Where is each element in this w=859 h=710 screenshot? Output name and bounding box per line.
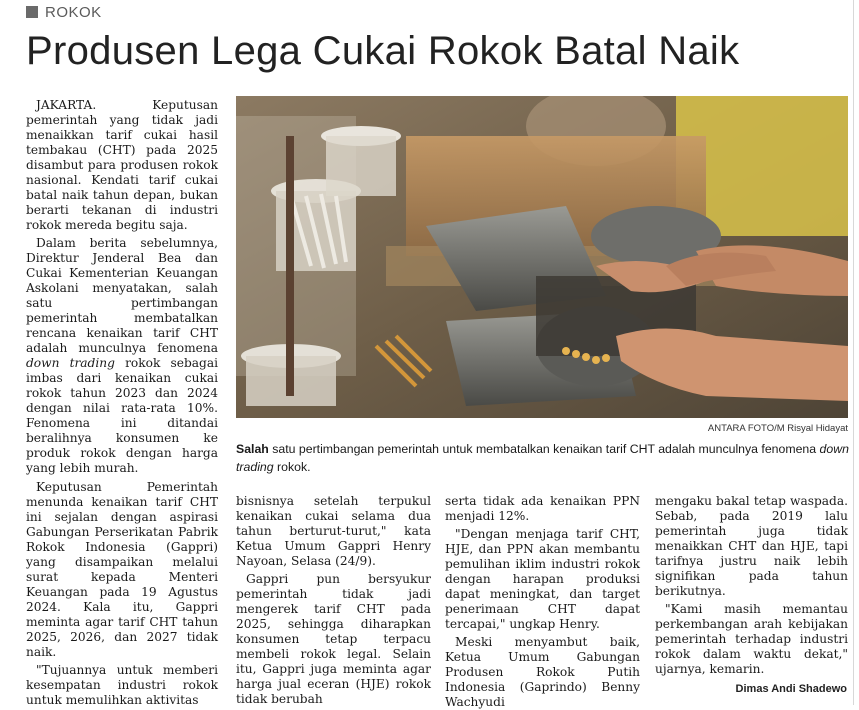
article-headline: Produsen Lega Cukai Rokok Batal Naik <box>26 29 740 73</box>
article-column-1a <box>26 98 218 476</box>
section-rubric <box>26 3 102 21</box>
caption-text: satu pertimbangan pemerintah untuk membatalkan kenaikan tarif CHT adalah munculnya fenomena <box>268 442 820 456</box>
paragraph: bisnisnya setelah terpukul kenaikan cukai selama dua tahun berturut-turut," kata Ketua Umum Gappri Henry Nayoan, Selasa (24/9). <box>236 494 431 568</box>
paragraph: JAKARTA. Keputusan pemerintah yang tidak jadi menaikkan tarif cukai hasil tembakau (CHT) pada 2025 disambut para produsen rokok nasional. Kendati tarif cukai batal naik tahun depan, bukan berarti tekanan di industri rokok mereda begitu saja. <box>26 98 218 232</box>
cigarette-factory-illustration <box>236 96 848 418</box>
caption-text-end: rokok. <box>273 460 311 474</box>
paragraph: Keputusan Pemerintah menunda kenaikan tarif CHT ini sejalan dengan aspirasi Gabungan Perserikatan Pabrik Rokok Indonesia (Gappri) yang disampaikan melalui surat kepada Menteri Keuangan pada 19 Agustus 2024. Kala itu, Gappri meminta agar tarif CHT tahun 2025, 2026, dan 2027 tidak naik. <box>26 480 218 659</box>
page-edge-rule <box>853 0 854 705</box>
paragraph: mengaku bakal tetap waspada. Sebab, pada 2019 lalu pemerintah juga tidak menaikkan CHT dan HJE, tapi tarifnya justru naik lebih signifikan pada tahun berikutnya. <box>655 494 848 598</box>
author-byline: Dimas Andi Shadewo <box>735 683 847 695</box>
article-column-1b <box>26 480 218 708</box>
rubric-square-icon <box>26 6 38 18</box>
article-column-4 <box>655 494 848 677</box>
paragraph: serta tidak ada kenaikan PPN menjadi 12%. <box>445 494 640 523</box>
paragraph: Dalam berita sebelumnya, Direktur Jenderal Bea dan Cukai Kementerian Keuangan Askolani menyatakan, salah satu pertimbangan pemerintah membatalkan rencana kenaikan tarif CHT adalah munculnya fenomena down trading rokok sebagai imbas dari kenaikan cukai rokok tahun 2023 dan 2024 dengan nilai rata-rata 10%. Fenomena ini ditandai beralihnya konsumen ke produk rokok dengan harga yang lebih murah. <box>26 236 218 475</box>
article-column-2 <box>236 494 431 707</box>
paragraph: "Tujuannya untuk memberi kesempatan industri rokok untuk memulihkan aktivitas <box>26 663 218 707</box>
photo-credit: ANTARA FOTO/M Risyal Hidayat <box>707 423 848 434</box>
section-label: ROKOK <box>45 3 102 21</box>
article-column-3 <box>445 494 640 710</box>
caption-italic: down trading <box>236 442 849 474</box>
paragraph: Gappri pun bersyukur pemerintah tidak jadi mengerek tarif CHT pada 2025, sehingga diharapkan konsumen tetap terpacu membeli rokok legal. Selain itu, Gappri juga meminta agar harga jual eceran (HJE) rokok tidak berubah <box>236 572 431 706</box>
photo-caption <box>236 440 851 476</box>
paragraph: "Kami masih memantau perkembangan arah kebijakan pemerintah terhadap industri rokok dalam waktu dekat," ujarnya, kemarin. <box>655 602 848 676</box>
paragraph: Meski menyambut baik, Ketua Umum Gabungan Produsen Rokok Putih Indonesia (Gaprindo) Benny Wachyudi <box>445 635 640 709</box>
caption-lead: Salah <box>236 442 269 456</box>
paragraph: "Dengan menjaga tarif CHT, HJE, dan PPN akan membantu pemulihan iklim industri rokok dengan harapan produksi dapat meningkat, dan target penerimaan CHT dapat tercapai," ungkap Henry. <box>445 527 640 631</box>
news-photo <box>236 96 848 418</box>
italic-term: down trading <box>26 356 115 370</box>
